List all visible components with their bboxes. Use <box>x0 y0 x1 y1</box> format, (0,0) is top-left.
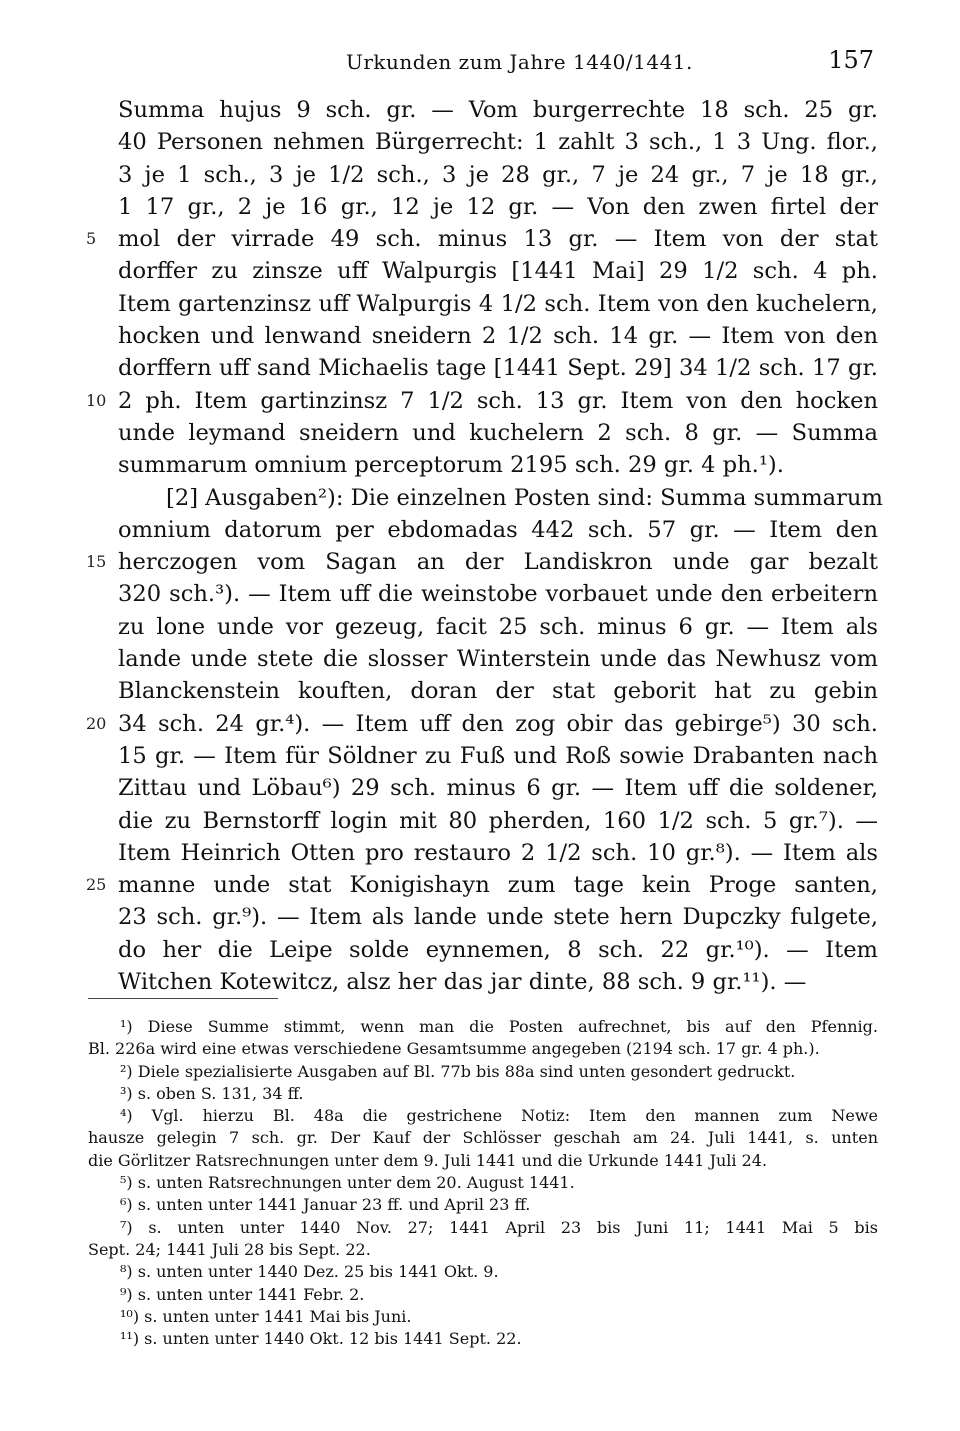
footnote-text: hausze gelegin 7 sch. gr. Der Kauf der Schlösser geschah am 24. Juli 1441, s. unten <box>88 1128 878 1148</box>
text-line <box>118 320 878 352</box>
text-line <box>118 675 878 707</box>
footnote-text: ⁶) s. unten unter 1441 Januar 23 ff. und April 23 ff. <box>120 1195 531 1215</box>
text-line <box>118 159 878 191</box>
line-text: 3 je 1 sch., 3 je 1/2 sch., 3 je 28 gr., 7 je 24 gr., 7 je 18 gr., <box>118 161 878 188</box>
footnote <box>88 1328 878 1350</box>
text-line <box>118 126 878 158</box>
footnote <box>88 1261 878 1283</box>
footnote-text: ⁴) Vgl. hierzu Bl. 48a die gestrichene Notiz: Item den mannen zum Newe <box>120 1106 878 1126</box>
line-text: Witchen Kotewitcz, alsz her das jar dinte, 88 sch. 9 gr.¹¹). — <box>118 969 807 996</box>
footnote-line <box>88 1150 878 1172</box>
text-line <box>118 578 878 610</box>
footnote-text: ⁵) s. unten Ratsrechnungen unter dem 20. August 1441. <box>120 1173 575 1193</box>
line-text: [2] Ausgaben²): Die einzelnen Posten sind: Summa summarum <box>166 484 883 511</box>
footnote-line <box>88 1172 878 1194</box>
line-text: Blanckenstein kouften, doran der stat geborit hat zu gebin <box>118 678 878 705</box>
line-text: 23 sch. gr.⁹). — Item als lande unde stete hern Dupczky fulgete, <box>118 904 878 931</box>
footnote-line <box>88 1105 878 1127</box>
text-line <box>86 546 878 578</box>
line-text: Zittau und Löbau⁶) 29 sch. minus 6 gr. — Item uff die soldener, <box>118 775 878 802</box>
line-text: summarum omnium perceptorum 2195 sch. 29 gr. 4 ph.¹). <box>118 452 784 479</box>
line-text: lande unde stete die slosser Winterstein unde das Newhusz vom <box>118 646 878 673</box>
text-line <box>118 514 878 546</box>
main-text <box>86 94 883 998</box>
line-text: Item gartenzinsz uff Walpurgis 4 1/2 sch. Item von den kuchelern, <box>118 290 878 317</box>
footnote-line <box>88 1083 878 1105</box>
line-text: mol der virrade 49 sch. minus 13 gr. — Item von der stat <box>118 226 878 253</box>
footnote <box>88 1105 878 1172</box>
line-text: Item Heinrich Otten pro restauro 2 1/2 sch. 10 gr.⁸). — Item als <box>118 839 878 866</box>
footnote-text: Bl. 226a wird eine etwas verschiedene Gesamtsumme angegeben (2194 sch. 17 gr. 4 ph.). <box>88 1039 820 1059</box>
footnote <box>88 1016 878 1061</box>
footnote <box>88 1306 878 1328</box>
footnote-line <box>88 1038 878 1060</box>
line-text: dorffer zu zinsze uff Walpurgis [1441 Mai] 29 1/2 sch. 4 ph. <box>118 258 878 285</box>
text-line <box>118 94 878 126</box>
text-line <box>118 837 878 869</box>
footnote-line <box>88 1239 878 1261</box>
text-line <box>118 191 878 223</box>
text-line <box>86 708 878 740</box>
line-number: 15 <box>86 552 107 572</box>
footnote-line <box>88 1194 878 1216</box>
footnote-line <box>88 1306 878 1328</box>
text-line <box>118 288 878 320</box>
line-text: hocken und lenwand sneidern 2 1/2 sch. 14 gr. — Item von den <box>118 323 878 350</box>
line-text: do her die Leipe solde eynnemen, 8 sch. 22 gr.¹⁰). — Item <box>118 936 878 963</box>
text-line <box>118 805 878 837</box>
line-text: 15 gr. — Item für Söldner zu Fuß und Roß sowie Drabanten nach <box>118 742 878 769</box>
text-line <box>118 449 878 481</box>
line-text: dorffern uff sand Michaelis tage [1441 Sept. 29] 34 1/2 sch. 17 gr. <box>118 355 878 382</box>
line-text: 320 sch.³). — Item uff die weinstobe vorbauet unde den erbeitern <box>118 581 878 608</box>
footnote-text: ⁸) s. unten unter 1440 Dez. 25 bis 1441 Okt. 9. <box>120 1262 499 1282</box>
line-text: 40 Personen nehmen Bürgerrecht: 1 zahlt 3 sch., 1 3 Ung. flor., <box>118 129 878 156</box>
text-line <box>118 772 878 804</box>
footnote-line <box>88 1016 878 1038</box>
line-text: 1 17 gr., 2 je 16 gr., 12 je 12 gr. — Von den zwen firtel der <box>118 193 878 220</box>
line-text: zu lone unde vor gezeug, facit 25 sch. minus 6 gr. — Item als <box>118 613 878 640</box>
text-line <box>86 385 878 417</box>
footnote-text: Sept. 24; 1441 Juli 28 bis Sept. 22. <box>88 1239 371 1259</box>
line-number: 5 <box>86 229 97 249</box>
footnote-line <box>88 1127 878 1149</box>
text-line <box>118 934 878 966</box>
text-line <box>86 869 878 901</box>
line-text: 34 sch. 24 gr.⁴). — Item uff den zog obir das gebirge⁵) 30 sch. <box>118 710 878 737</box>
page-header <box>118 44 878 80</box>
line-number: 20 <box>86 713 107 733</box>
line-text: herczogen vom Sagan an der Landiskron unde gar bezalt <box>118 549 878 576</box>
line-number: 25 <box>86 875 107 895</box>
line-text: manne unde stat Konigishayn zum tage kein Proge santen, <box>118 872 878 899</box>
line-text: unde leymand sneidern und kuchelern 2 sch. 8 gr. — Summa <box>118 419 878 446</box>
line-text: 2 ph. Item gartinzinsz 7 1/2 sch. 13 gr. Item von den hocken <box>118 387 878 414</box>
footnote-line <box>88 1284 878 1306</box>
text-line <box>118 611 878 643</box>
line-text: Summa hujus 9 sch. gr. — Vom burgerrechte 18 sch. 25 gr. <box>118 97 878 123</box>
footnote-line <box>88 1217 878 1239</box>
footnote-text: die Görlitzer Ratsrechnungen unter dem 9. Juli 1441 und die Urkunde 1441 Juli 24. <box>88 1150 768 1170</box>
footnote-text: ¹¹) s. unten unter 1440 Okt. 12 bis 1441 Sept. 22. <box>120 1329 522 1349</box>
footnotes <box>88 1016 878 1350</box>
text-line <box>118 255 878 287</box>
footnote <box>88 1194 878 1216</box>
text-line <box>118 482 883 514</box>
footnote-text: ³) s. oben S. 131, 34 ff. <box>120 1083 304 1103</box>
footnote-line <box>88 1261 878 1283</box>
line-text: omnium datorum per ebdomadas 442 sch. 57 gr. — Item den <box>118 516 878 543</box>
text-line <box>118 643 878 675</box>
footnote <box>88 1172 878 1194</box>
footnote <box>88 1217 878 1262</box>
footnote <box>88 1061 878 1083</box>
running-title: Urkunden zum Jahre 1440/1441. <box>346 50 693 74</box>
footnote-text: ¹⁰) s. unten unter 1441 Mai bis Juni. <box>120 1306 412 1326</box>
text-line <box>118 901 878 933</box>
footnote <box>88 1083 878 1105</box>
text-line <box>118 966 878 998</box>
footnote <box>88 1284 878 1306</box>
footnote-divider <box>88 998 278 999</box>
text-line <box>86 223 878 255</box>
line-text: die zu Bernstorff login mit 80 pherden, 160 1/2 sch. 5 gr.⁷). — <box>118 807 878 834</box>
footnote-text: ⁷) s. unten unter 1440 Nov. 27; 1441 April 23 bis Juni 11; 1441 Mai 5 bis <box>120 1217 878 1237</box>
page-number: 157 <box>828 46 874 74</box>
text-line <box>118 417 878 449</box>
footnote-line <box>88 1061 878 1083</box>
footnote-line <box>88 1328 878 1350</box>
text-line <box>118 740 878 772</box>
footnote-text: ⁹) s. unten unter 1441 Febr. 2. <box>120 1284 365 1304</box>
footnote-text: ¹) Diese Summe stimmt, wenn man die Posten aufrechnet, bis auf den Pfennig. <box>120 1017 878 1036</box>
line-number: 10 <box>86 390 107 410</box>
footnote-text: ²) Diele spezialisierte Ausgaben auf Bl. 77b bis 88a sind unten gesondert gedruckt. <box>120 1061 796 1081</box>
text-line <box>118 352 878 384</box>
